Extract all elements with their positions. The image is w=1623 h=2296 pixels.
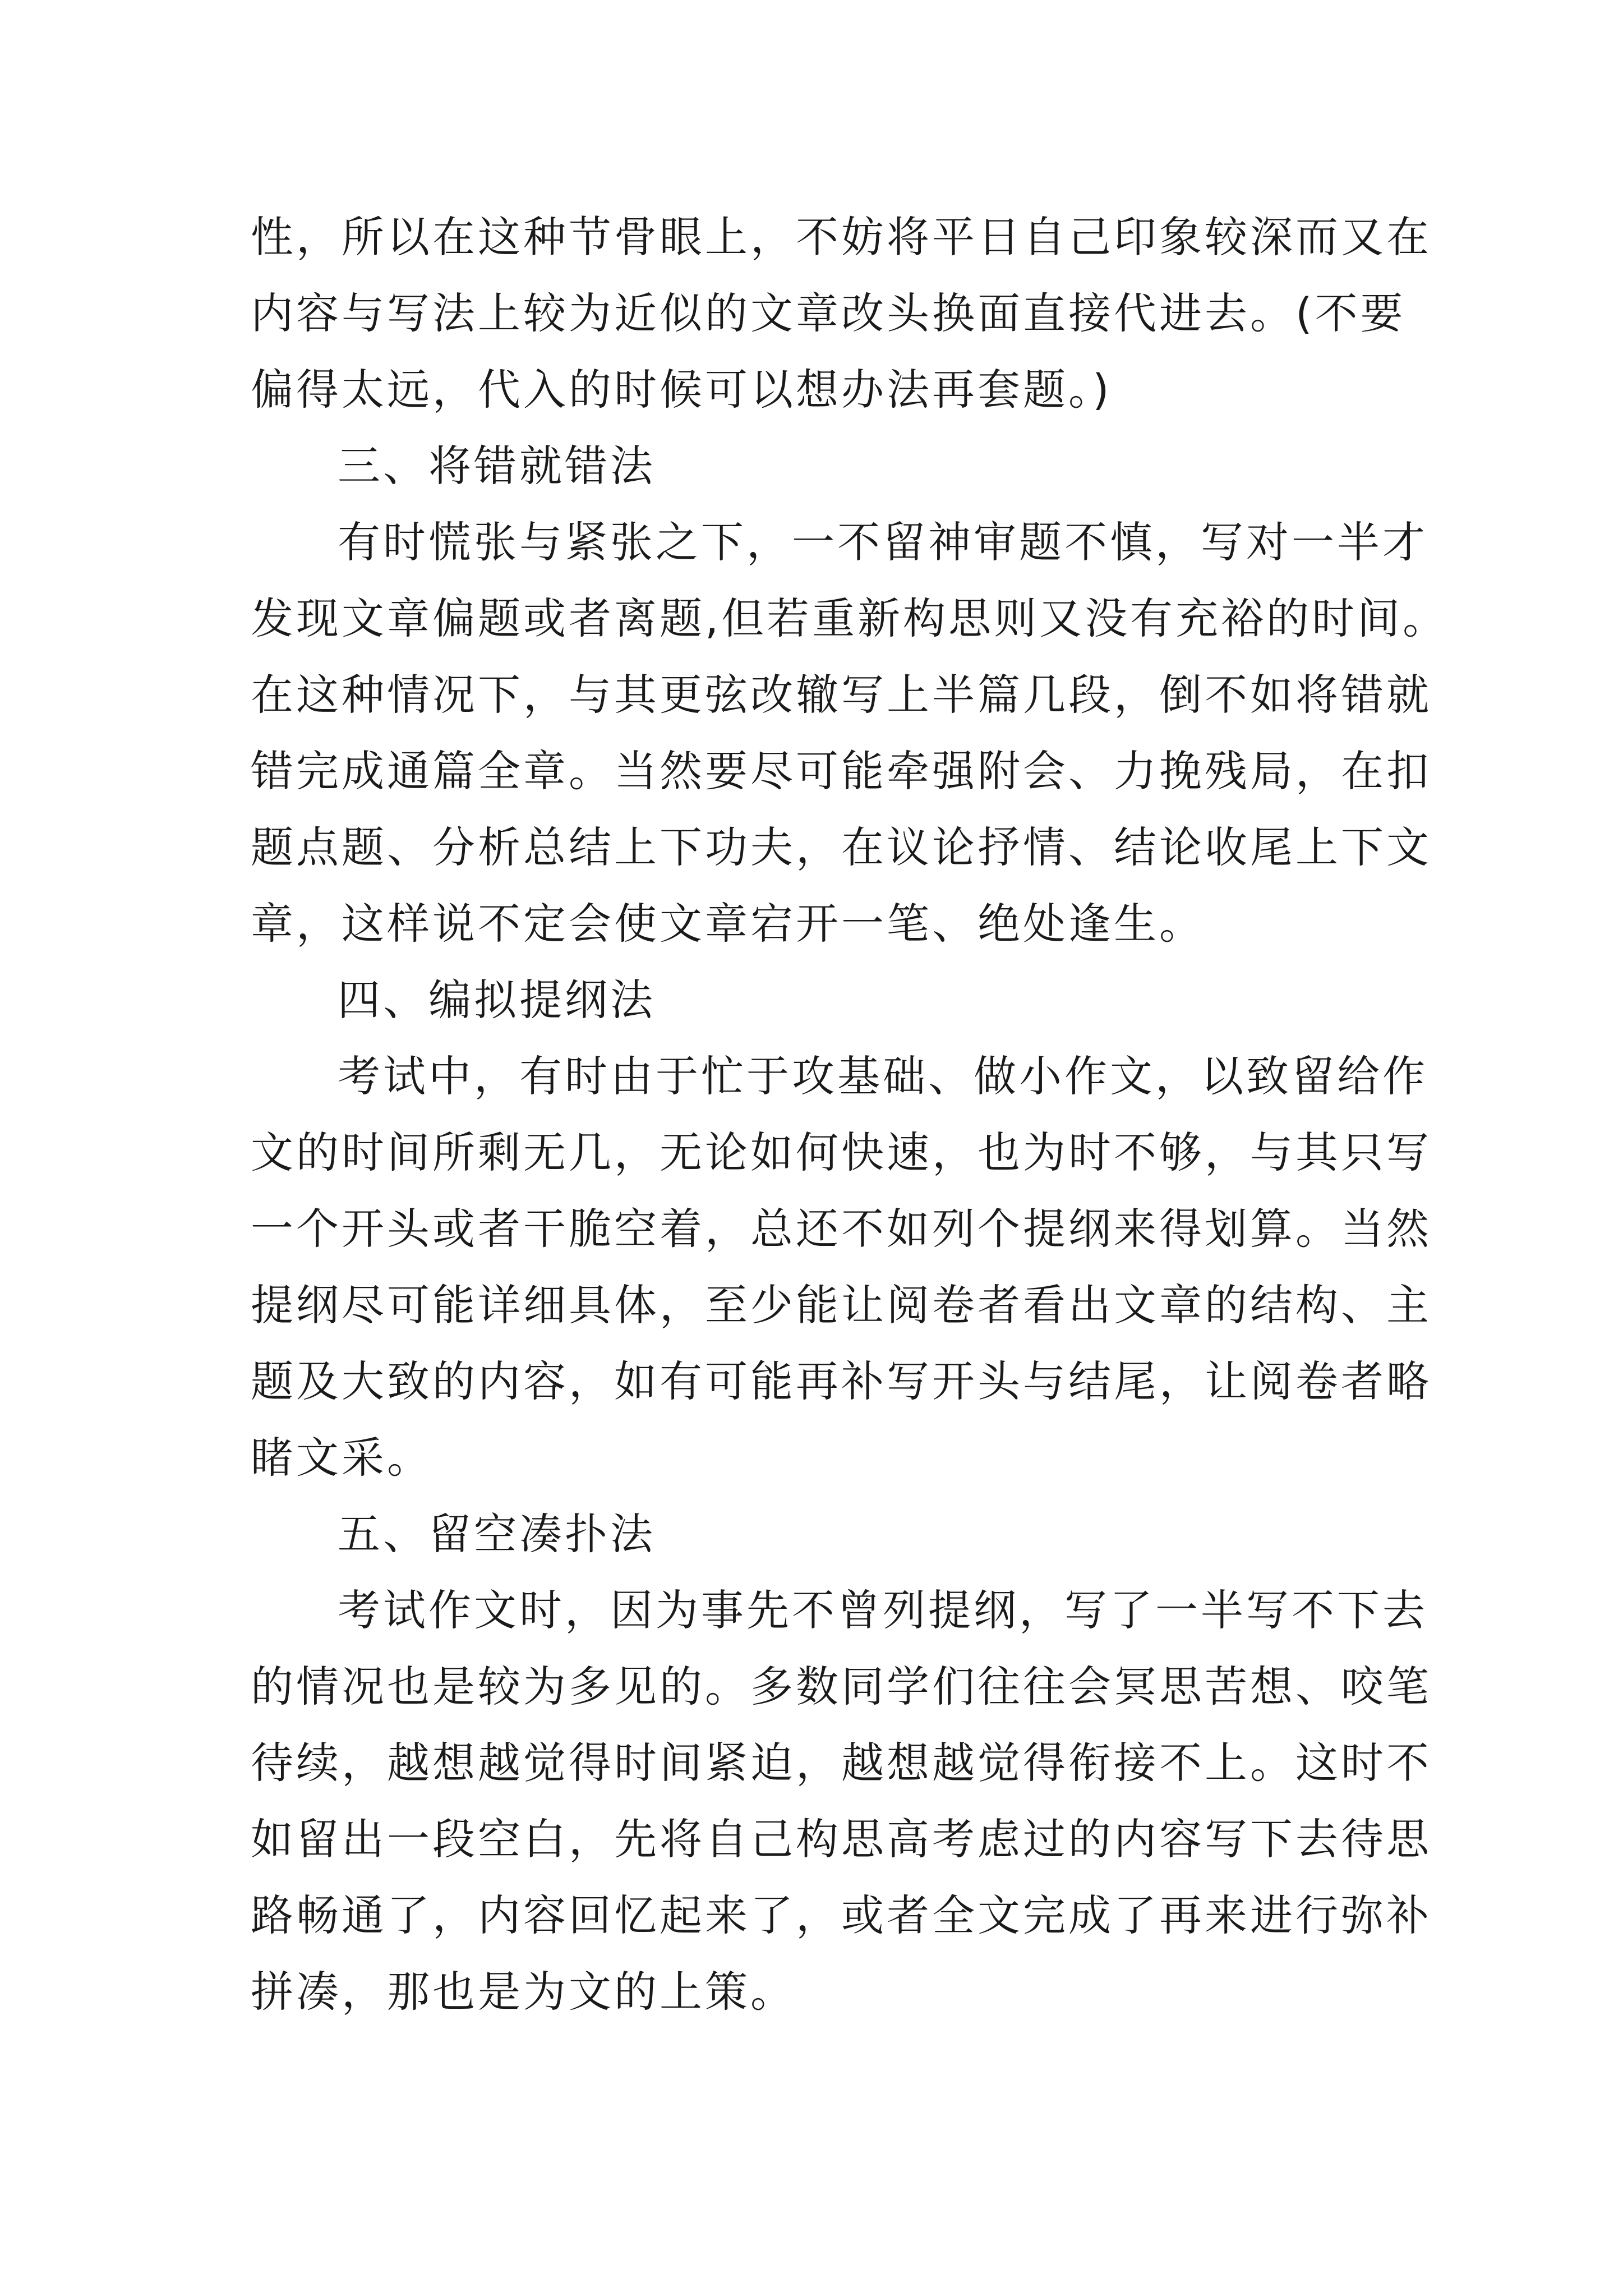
section-heading: 四、编拟提纲法	[338, 975, 656, 1025]
section-heading: 五、留空凑扑法	[338, 1509, 656, 1559]
text-line: 提纲尽可能详细具体，至少能让阅卷者看出文章的结构、主	[251, 1280, 1432, 1330]
text-line: 题点题、分析总结上下功夫，在议论抒情、结论收尾上下文	[251, 822, 1432, 872]
text-line: 拼凑，那也是为文的上策。	[251, 1967, 796, 2017]
text-line: 偏得太远，代入的时候可以想办法再套题。)	[251, 365, 1112, 415]
text-line: 睹文采。	[251, 1433, 432, 1483]
section-heading: 三、将错就错法	[338, 441, 656, 491]
text-line: 发现文章偏题或者离题,但若重新构思则又没有充裕的时间。	[251, 593, 1449, 643]
text-line: 章，这样说不定会使文章宕开一笔、绝处逢生。	[251, 899, 1205, 949]
text-line: 文的时间所剩无几，无论如何快速，也为时不够，与其只写	[251, 1128, 1432, 1177]
text-line: 内容与写法上较为近似的文章改头换面直接代进去。(不要	[251, 288, 1406, 338]
text-line: 在这种情况下，与其更弦改辙写上半篇几段，倒不如将错就	[251, 670, 1432, 720]
text-line: 一个开头或者干脆空着，总还不如列个提纲来得划算。当然	[251, 1204, 1432, 1254]
text-line: 考试中，有时由于忙于攻基础、做小作文，以致留给作	[338, 1051, 1428, 1101]
text-line: 待续，越想越觉得时间紧迫，越想越觉得衔接不上。这时不	[251, 1738, 1432, 1788]
text-line: 的情况也是较为多见的。多数同学们往往会冥思苦想、咬笔	[251, 1662, 1432, 1711]
text-line: 错完成通篇全章。当然要尽可能牵强附会、力挽残局，在扣	[251, 746, 1432, 796]
document-body	[251, 199, 1449, 2030]
text-line: 考试作文时，因为事先不曾列提纲，写了一半写不下去	[338, 1585, 1428, 1635]
text-line: 性，所以在这种节骨眼上，不妨将平日自己印象较深而又在	[251, 212, 1432, 262]
text-line: 路畅通了，内容回忆起来了，或者全文完成了再来进行弥补	[251, 1890, 1432, 1940]
text-line: 有时慌张与紧张之下，一不留神审题不慎，写对一半才	[338, 517, 1428, 567]
text-line: 题及大致的内容，如有可能再补写开头与结尾，让阅卷者略	[251, 1356, 1432, 1406]
text-line: 如留出一段空白，先将自己构思高考虑过的内容写下去待思	[251, 1814, 1432, 1864]
